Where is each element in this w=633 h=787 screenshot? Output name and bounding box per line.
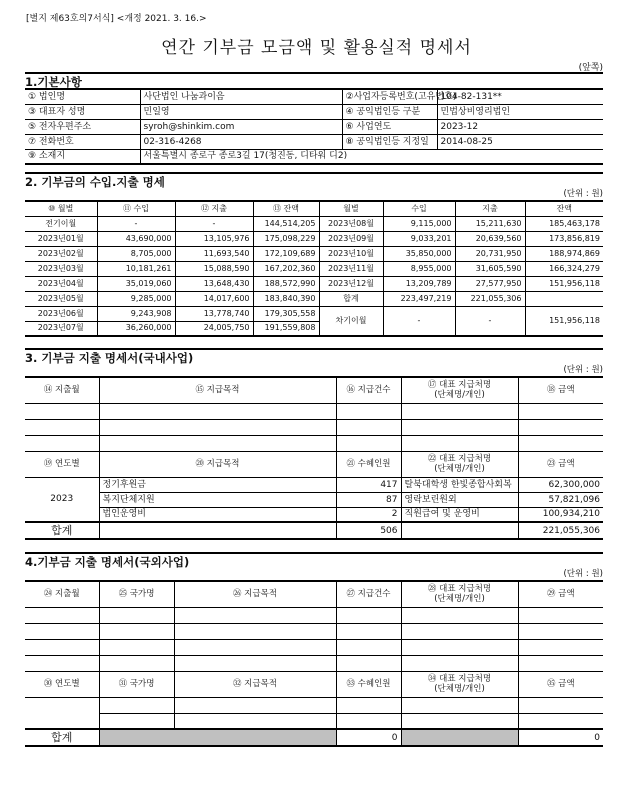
month-cell: 2023년10월 [319, 246, 383, 261]
table-row [25, 276, 603, 291]
amount-cell: 9,033,201 [383, 231, 455, 246]
info-row [25, 119, 603, 134]
col-header: ⑭ 지출월 [25, 377, 99, 403]
address-value: 서울특별시 종로구 종로3길 17(청진동, 디타워 디2) [140, 149, 603, 164]
field-value: 104-82-131** [437, 89, 603, 104]
total-amount: 221,055,306 [518, 522, 603, 539]
col-header: ㉗ 지급건수 [336, 581, 401, 607]
amount-cell: 179,305,558 [253, 306, 319, 321]
shaded-cell [401, 729, 518, 746]
total-label: 합계 [25, 729, 99, 746]
table-row [25, 507, 603, 522]
section-title: 1.기본사항 [25, 72, 603, 88]
col-header: ⑰ 대표 지급처명 (단체명/개인) [401, 377, 518, 403]
amount-cell: 15,088,590 [175, 261, 253, 276]
field-label: ⑤ 전자우편주소 [25, 119, 140, 134]
amount-cell: 223,497,219 [383, 291, 455, 306]
total-label: 합계 [25, 522, 99, 539]
table-row [25, 291, 603, 306]
amount-cell: 183,840,390 [253, 291, 319, 306]
purpose-cell: 법인운영비 [99, 507, 336, 522]
field-label: ① 법인명 [25, 89, 140, 104]
col-header: 잔액 [525, 201, 603, 216]
amount-cell: 9,115,000 [383, 216, 455, 231]
basic-info-section [25, 72, 603, 165]
carry-cell: 151,956,118 [525, 306, 603, 336]
month-cell: 2023년02월 [25, 246, 97, 261]
table-row [25, 492, 603, 507]
overseas-table [25, 580, 603, 747]
col-header: ㉕ 국가명 [99, 581, 174, 607]
total-count: 0 [336, 729, 401, 746]
amount-cell: 13,648,430 [175, 276, 253, 291]
field-label: ⑧ 공익법인등 지정일 [342, 134, 437, 149]
amount-cell: 13,209,789 [383, 276, 455, 291]
income-section [25, 172, 603, 337]
month-cell: 2023년09월 [319, 231, 383, 246]
count-cell: 417 [336, 477, 401, 492]
amount-cell: 8,955,000 [383, 261, 455, 276]
amount-cell: 13,105,976 [175, 231, 253, 246]
section-title: 4.기부금 지출 명세서(국외사업) [25, 552, 603, 568]
amount-cell: 20,731,950 [455, 246, 525, 261]
col-header: ㉟ 금액 [518, 671, 603, 697]
col-header: ㉛ 국가명 [99, 671, 174, 697]
unit-label: (단위 : 원) [563, 189, 603, 199]
total-amount: 0 [518, 729, 603, 746]
overseas-section [25, 552, 603, 747]
page-side: (앞쪽) [578, 63, 603, 73]
month-cell: 2023년06월 [25, 306, 97, 321]
empty-row [25, 713, 603, 729]
month-cell: 2023년11월 [319, 261, 383, 276]
month-cell: 전기이월 [25, 216, 97, 231]
field-value: 2014-08-25 [437, 134, 603, 149]
table-row [25, 246, 603, 261]
amount-cell: 13,778,740 [175, 306, 253, 321]
domestic-section [25, 348, 603, 540]
section-title: 2. 기부금의 수입.지출 명세 [25, 172, 603, 188]
amount-cell [525, 291, 603, 306]
col-header: ⑲ 연도별 [25, 451, 99, 477]
empty-row [25, 655, 603, 671]
header-row [25, 201, 603, 216]
col-header: ⑯ 지급건수 [336, 377, 401, 403]
recipient-cell: 탈북대학생 한빛종합사회복 [401, 477, 518, 492]
shaded-cell [99, 729, 336, 746]
amount-cell: 185,463,178 [525, 216, 603, 231]
table-row [25, 306, 603, 321]
table-row [25, 216, 603, 231]
header-row [25, 451, 603, 477]
amount-cell: 24,005,750 [175, 321, 253, 336]
amount-cell: 191,559,808 [253, 321, 319, 336]
empty-row [25, 697, 603, 713]
amount-cell: 100,934,210 [518, 507, 603, 522]
month-cell: 2023년01월 [25, 231, 97, 246]
col-header: ㉓ 금액 [518, 451, 603, 477]
col-header: ㉘ 대표 지급처명 (단체명/개인) [401, 581, 518, 607]
field-label: ③ 대표자 성명 [25, 104, 140, 119]
form-number: [별지 제63호의7서식] <개정 2021. 3. 16.> [26, 14, 207, 24]
field-value: 민법상비영리법인 [437, 104, 603, 119]
amount-cell: 35,019,060 [97, 276, 175, 291]
domestic-table [25, 376, 603, 540]
header-row [25, 377, 603, 403]
amount-cell: 8,705,000 [97, 246, 175, 261]
amount-cell: 173,856,819 [525, 231, 603, 246]
amount-cell: 188,974,869 [525, 246, 603, 261]
field-value: syroh@shinkim.com [140, 119, 342, 134]
amount-cell: 35,850,000 [383, 246, 455, 261]
empty-row [25, 639, 603, 655]
amount-cell: 151,956,118 [525, 276, 603, 291]
col-header: ㉒ 대표 지급처명 (단체명/개인) [401, 451, 518, 477]
empty-row [25, 435, 603, 451]
section-title: 3. 기부금 지출 명세서(국내사업) [25, 348, 603, 364]
carry-cell: 차기이월 [319, 306, 383, 336]
col-header: ㉔ 지출월 [25, 581, 99, 607]
recipient-cell: 직원급여 및 운영비 [401, 507, 518, 522]
page-title: 연간 기부금 모금액 및 활용실적 명세서 [161, 38, 472, 58]
month-cell: 2023년08월 [319, 216, 383, 231]
col-header: ㉑ 수혜인원 [336, 451, 401, 477]
amount-cell: 20,639,560 [455, 231, 525, 246]
amount-cell: 166,324,279 [525, 261, 603, 276]
amount-cell: 27,577,950 [455, 276, 525, 291]
amount-cell: - [97, 216, 175, 231]
amount-cell: - [175, 216, 253, 231]
col-header: 수입 [383, 201, 455, 216]
amount-cell: 15,211,630 [455, 216, 525, 231]
empty-row [25, 607, 603, 623]
month-cell: 합계 [319, 291, 383, 306]
col-header: ⑬ 잔액 [253, 201, 319, 216]
col-header: ⑳ 지급목적 [99, 451, 336, 477]
amount-cell: 167,202,360 [253, 261, 319, 276]
amount-cell: 36,260,000 [97, 321, 175, 336]
field-label: ②사업자등록번호(고유번호) [342, 89, 437, 104]
month-cell: 2023년05월 [25, 291, 97, 306]
recipient-cell: 영락보린원외 [401, 492, 518, 507]
month-cell: 2023년04월 [25, 276, 97, 291]
purpose-cell: 정기후원금 [99, 477, 336, 492]
amount-cell: 221,055,306 [455, 291, 525, 306]
field-value: 2023-12 [437, 119, 603, 134]
info-row [25, 89, 603, 104]
unit-label: (단위 : 원) [563, 569, 603, 579]
purpose-cell: 복지단체지원 [99, 492, 336, 507]
amount-cell: 188,572,990 [253, 276, 319, 291]
col-header: ㉚ 연도별 [25, 671, 99, 697]
amount-cell: 144,514,205 [253, 216, 319, 231]
col-header: ㉜ 지급목적 [174, 671, 336, 697]
basic-info-table [25, 88, 603, 165]
header-row [25, 581, 603, 607]
info-row [25, 104, 603, 119]
col-header: 지출 [455, 201, 525, 216]
col-header: ⑫ 지출 [175, 201, 253, 216]
table-row [25, 477, 603, 492]
total-row [25, 522, 603, 539]
amount-cell: 11,693,540 [175, 246, 253, 261]
amount-cell: 9,285,000 [97, 291, 175, 306]
field-value: 02-316-4268 [140, 134, 342, 149]
unit-label: (단위 : 원) [563, 365, 603, 375]
total-row [25, 729, 603, 746]
count-cell: 2 [336, 507, 401, 522]
field-value: 사단법인 나눔과이음 [140, 89, 342, 104]
col-header: ㉝ 수혜인원 [336, 671, 401, 697]
empty-row [25, 623, 603, 639]
income-table [25, 200, 603, 337]
amount-cell: 62,300,000 [518, 477, 603, 492]
amount-cell: 14,017,600 [175, 291, 253, 306]
col-header: ㉙ 금액 [518, 581, 603, 607]
amount-cell: 57,821,096 [518, 492, 603, 507]
col-header: ⑩ 월별 [25, 201, 97, 216]
count-cell: 87 [336, 492, 401, 507]
field-label: ④ 공익법인등 구분 [342, 104, 437, 119]
col-header: ⑪ 수입 [97, 201, 175, 216]
header-row [25, 671, 603, 697]
col-header: ⑱ 금액 [518, 377, 603, 403]
col-header: ㉞ 대표 지급처명 (단체명/개인) [401, 671, 518, 697]
month-cell: 2023년12월 [319, 276, 383, 291]
col-header: ⑮ 지급목적 [99, 377, 336, 403]
amount-cell: 31,605,590 [455, 261, 525, 276]
field-label: ⑦ 전화번호 [25, 134, 140, 149]
table-row [25, 261, 603, 276]
info-row [25, 134, 603, 149]
field-value: 민일영 [140, 104, 342, 119]
table-row [25, 231, 603, 246]
amount-cell: 43,690,000 [97, 231, 175, 246]
amount-cell: 9,243,908 [97, 306, 175, 321]
amount-cell: 172,109,689 [253, 246, 319, 261]
amount-cell: 175,098,229 [253, 231, 319, 246]
month-cell: 2023년03월 [25, 261, 97, 276]
amount-cell: 10,181,261 [97, 261, 175, 276]
col-header: 월별 [319, 201, 383, 216]
carry-cell: - [455, 306, 525, 336]
empty-row [25, 419, 603, 435]
col-header: ㉖ 지급목적 [174, 581, 336, 607]
address-row [25, 149, 603, 164]
empty-row [25, 403, 603, 419]
year-cell: 2023 [25, 477, 99, 522]
field-label: ⑥ 사업연도 [342, 119, 437, 134]
total-count: 506 [336, 522, 401, 539]
month-cell: 2023년07월 [25, 321, 97, 336]
carry-cell: - [383, 306, 455, 336]
address-label: ⑨ 소재지 [25, 149, 140, 164]
